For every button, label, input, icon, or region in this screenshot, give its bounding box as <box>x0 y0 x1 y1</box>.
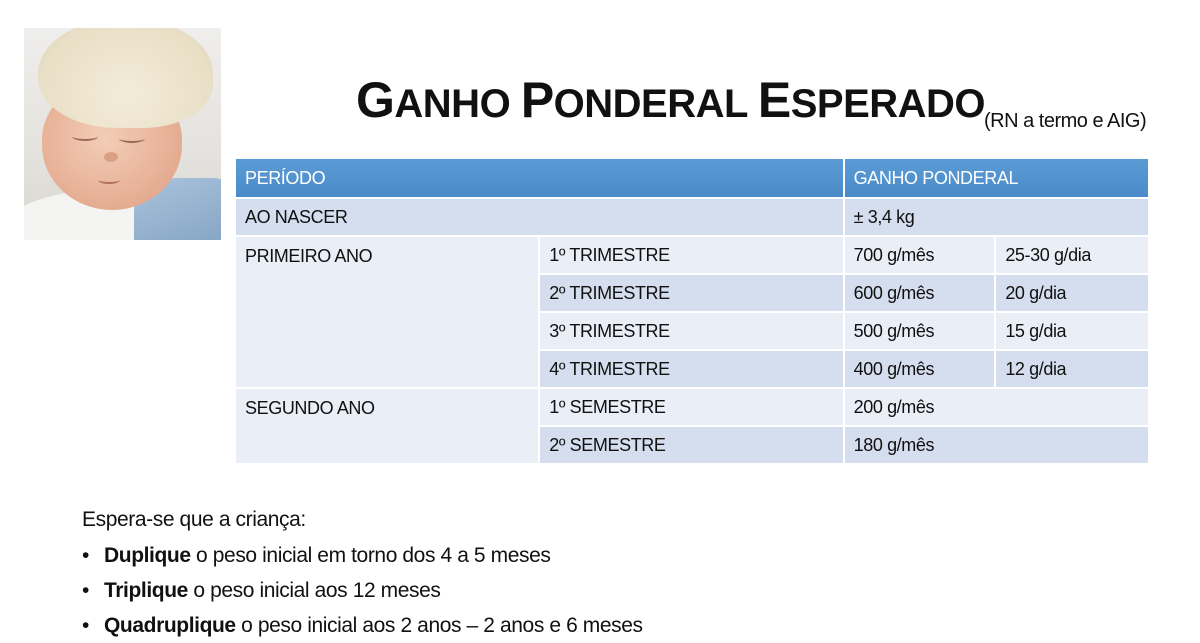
cell-subperiod: 2º SEMESTRE <box>539 426 843 464</box>
photo-nose <box>104 152 118 162</box>
cell-group-first-year: PRIMEIRO ANO <box>235 236 539 388</box>
item-text: o peso inicial em torno dos 4 a 5 meses <box>190 544 551 567</box>
title-initial-e: E <box>757 72 791 128</box>
cell-gain-month: 400 g/mês <box>844 350 996 388</box>
photo-mouth <box>98 176 120 184</box>
cell-gain-day: 15 g/dia <box>995 312 1149 350</box>
cell-gain-month: 700 g/mês <box>844 236 996 274</box>
cell-group-second-year: SEGUNDO ANO <box>235 388 539 464</box>
cell-subperiod: 1º SEMESTRE <box>539 388 843 426</box>
table-row <box>235 388 1149 426</box>
cell-gain-month: 600 g/mês <box>844 274 996 312</box>
photo-eye-left <box>72 132 98 141</box>
title-initial-p: P <box>520 72 554 128</box>
cell-subperiod: 1º TRIMESTRE <box>539 236 843 274</box>
table-header-row <box>235 158 1149 198</box>
cell-gain-day: 12 g/dia <box>995 350 1149 388</box>
cell-gain-day: 25-30 g/dia <box>995 236 1149 274</box>
bullet-glyph: • <box>82 579 89 602</box>
table-row <box>235 198 1149 236</box>
table-row <box>235 236 1149 274</box>
photo-eye-right <box>119 134 145 143</box>
weight-gain-table <box>234 157 1150 465</box>
bullet-glyph: • <box>82 614 89 637</box>
cell-gain-month: 180 g/mês <box>844 426 1149 464</box>
photo-baby-hat <box>38 28 213 128</box>
cell-subperiod: 4º TRIMESTRE <box>539 350 843 388</box>
cell-gain-day: 20 g/dia <box>995 274 1149 312</box>
cell-period: AO NASCER <box>235 198 844 236</box>
cell-subperiod: 2º TRIMESTRE <box>539 274 843 312</box>
item-bold-verb: Triplique <box>104 579 188 602</box>
notes-list <box>82 538 643 643</box>
title-word-ganho: ANHO <box>394 82 511 126</box>
page-title <box>356 72 985 132</box>
item-text: o peso inicial aos 12 meses <box>187 579 441 602</box>
bullet-glyph: • <box>82 544 89 567</box>
cell-gain: ± 3,4 kg <box>844 198 1149 236</box>
list-item <box>82 608 643 643</box>
item-text: o peso inicial aos 2 anos – 2 anos e 6 meses <box>235 614 643 637</box>
subtitle: (RN a termo e AIG) <box>984 110 1147 132</box>
header-period: PERÍODO <box>235 158 844 198</box>
cell-gain-month: 200 g/mês <box>844 388 1149 426</box>
item-bold-verb: Quadruplique <box>104 614 236 637</box>
notes-intro: Espera-se que a criança: <box>82 508 306 531</box>
title-word-esperado: SPERADO <box>790 82 986 126</box>
title-initial-g: G <box>356 72 395 128</box>
list-item <box>82 538 643 573</box>
header-weight-gain: GANHO PONDERAL <box>844 158 1149 198</box>
title-word-ponderal: ONDERAL <box>553 82 748 126</box>
cell-gain-month: 500 g/mês <box>844 312 996 350</box>
baby-photo <box>24 28 221 240</box>
list-item <box>82 573 643 608</box>
item-bold-verb: Duplique <box>104 544 191 567</box>
cell-subperiod: 3º TRIMESTRE <box>539 312 843 350</box>
